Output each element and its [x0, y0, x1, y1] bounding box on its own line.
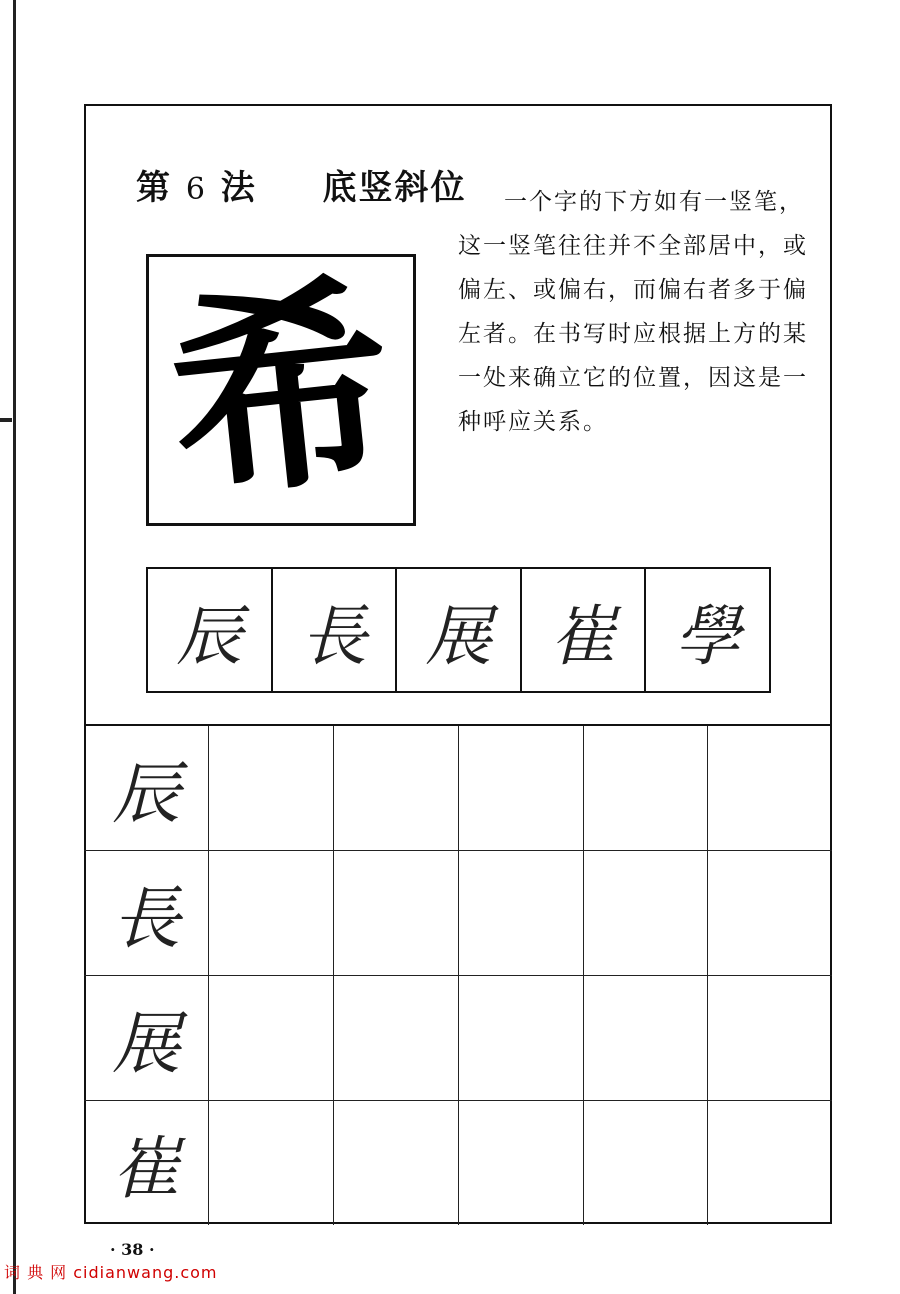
practice-cell[interactable] — [334, 1101, 459, 1226]
lesson-title — [136, 160, 466, 209]
practice-cell[interactable] — [708, 1101, 832, 1226]
example-char: 希 — [157, 249, 404, 530]
title-number: 6 — [185, 172, 207, 207]
practice-cell[interactable] — [708, 851, 832, 976]
practice-cell[interactable] — [583, 851, 708, 976]
practice-cell[interactable] — [209, 976, 334, 1101]
practice-cell[interactable] — [209, 851, 334, 976]
practice-row — [84, 1101, 832, 1226]
title-name: 底竖斜位 — [322, 168, 467, 208]
page-number: · 38 · — [110, 1240, 155, 1259]
practice-model-char: 長 — [84, 851, 209, 976]
sample-char: 學 — [674, 597, 741, 675]
practice-cell[interactable] — [583, 976, 708, 1101]
practice-row — [84, 851, 832, 976]
practice-model-char: 展 — [84, 976, 209, 1101]
practice-cell[interactable] — [334, 726, 459, 851]
practice-cell[interactable] — [209, 726, 334, 851]
practice-model-char: 辰 — [84, 726, 209, 851]
practice-cell[interactable] — [209, 1101, 334, 1226]
title-suffix: 法 — [220, 168, 257, 208]
binding-mark — [0, 418, 12, 422]
practice-cell[interactable] — [458, 851, 583, 976]
example-char-box — [146, 249, 416, 530]
practice-cell[interactable] — [458, 1101, 583, 1226]
practice-cell[interactable] — [458, 976, 583, 1101]
practice-model-char: 崔 — [84, 1101, 209, 1226]
sample-char: 長 — [273, 569, 398, 691]
practice-cell[interactable] — [334, 851, 459, 976]
practice-row — [84, 976, 832, 1101]
practice-cell[interactable] — [334, 976, 459, 1101]
practice-grid — [84, 724, 832, 1224]
practice-cell[interactable] — [708, 976, 832, 1101]
sample-row — [146, 567, 771, 693]
watermark: 词 典 网 cidianwang.com — [4, 1263, 218, 1282]
practice-row — [84, 726, 832, 851]
binding-edge — [0, 0, 16, 1294]
title-prefix: 第 — [136, 168, 172, 208]
practice-cell[interactable] — [583, 1101, 708, 1226]
sample-char: 展 — [397, 569, 522, 691]
sample-char: 辰 — [148, 569, 273, 691]
practice-cell[interactable] — [708, 726, 832, 851]
practice-cell[interactable] — [458, 726, 583, 851]
practice-cell[interactable] — [583, 726, 708, 851]
sample-char: 崔 — [522, 569, 647, 691]
lesson-description: 一个字的下方如有一竖笔，这一竖笔往往并不全部居中，或偏左、或偏右，而偏右者多于偏左者。在书写时应根据上方的某一处来确立它的位置，因这是一种呼应关系。 — [458, 189, 808, 435]
